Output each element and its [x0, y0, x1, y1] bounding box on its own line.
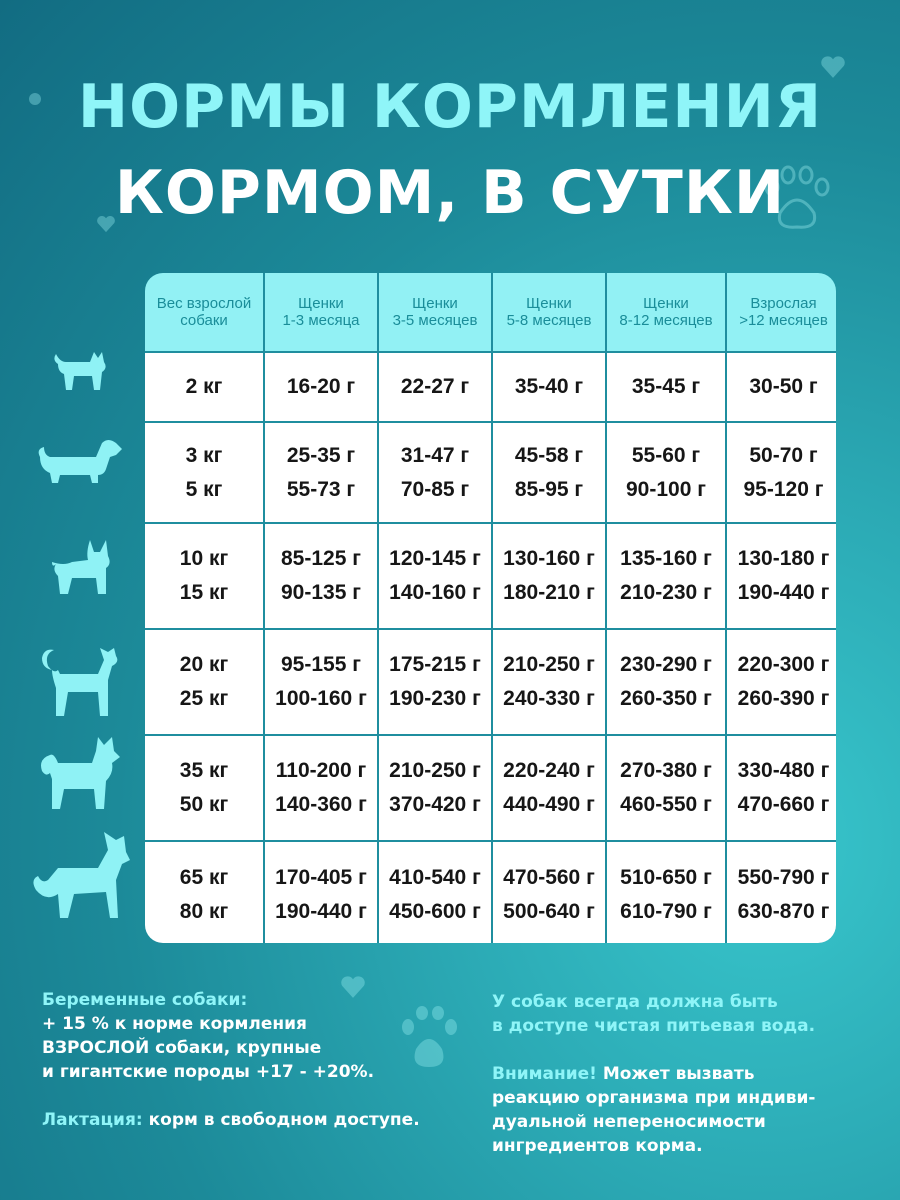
table-cell: 22-27 г: [379, 353, 491, 421]
table-cell: 220-300 г 260-390 г: [727, 630, 836, 734]
feeding-table: [145, 273, 836, 943]
small-dog-icon: [50, 346, 110, 394]
husky-icon: [36, 733, 124, 813]
table-cell: 470-560 г 500-640 г: [493, 842, 605, 943]
header-cell-weight: Вес взрослой собаки: [145, 273, 263, 351]
lactation-note: [42, 1108, 462, 1132]
medium-dog-icon: [38, 640, 120, 720]
table-cell: 16-20 г: [265, 353, 377, 421]
large-dog-icon: [28, 830, 132, 922]
table-cell: 55-60 г 90-100 г: [607, 423, 725, 522]
table-cell: 35 кг 50 кг: [145, 736, 263, 840]
warning-text-2: реакцию организма при индиви-: [492, 1088, 816, 1108]
notes-left: [42, 988, 462, 1132]
table-cell: 10 кг 15 кг: [145, 524, 263, 628]
header-cell-puppies-1-3: Щенки 1-3 месяца: [265, 273, 377, 351]
page-subtitle: КОРМОМ, В СУТКИ: [114, 158, 786, 228]
pregnant-text-1: + 15 % к норме кормления: [42, 1014, 307, 1034]
table-cell: 330-480 г 470-660 г: [727, 736, 836, 840]
table-cell: 20 кг 25 кг: [145, 630, 263, 734]
table-cell: 25-35 г 55-73 г: [265, 423, 377, 522]
table-cell: 31-47 г 70-85 г: [379, 423, 491, 522]
table-cell: 135-160 г 210-230 г: [607, 524, 725, 628]
dachshund-icon: [36, 435, 124, 487]
warning-note: [492, 1062, 892, 1086]
water-text-1: У собак всегда должна быть: [492, 992, 778, 1012]
table-cell: 2 кг: [145, 353, 263, 421]
header-cell-puppies-3-5: Щенки 3-5 месяцев: [379, 273, 491, 351]
warning-text-1: Может вызвать: [596, 1064, 755, 1084]
table-cell: 130-160 г 180-210 г: [493, 524, 605, 628]
warning-label: Внимание!: [492, 1064, 597, 1084]
feeding-table-grid: [145, 273, 836, 943]
lactation-text: корм в свободном доступе.: [142, 1110, 420, 1130]
notes-right: [492, 990, 892, 1158]
table-cell: 410-540 г 450-600 г: [379, 842, 491, 943]
pregnant-text-2: ВЗРОСЛОЙ собаки, крупные: [42, 1038, 322, 1058]
table-cell: 210-250 г 370-420 г: [379, 736, 491, 840]
table-cell: 3 кг 5 кг: [145, 423, 263, 522]
table-cell: 210-250 г 240-330 г: [493, 630, 605, 734]
header-cell-puppies-8-12: Щенки 8-12 месяцев: [607, 273, 725, 351]
table-cell: 35-45 г: [607, 353, 725, 421]
page-title: НОРМЫ КОРМЛЕНИЯ: [77, 72, 823, 142]
table-cell: 175-215 г 190-230 г: [379, 630, 491, 734]
table-cell: 65 кг 80 кг: [145, 842, 263, 943]
table-cell: 130-180 г 190-440 г: [727, 524, 836, 628]
table-cell: 45-58 г 85-95 г: [493, 423, 605, 522]
table-cell: 110-200 г 140-360 г: [265, 736, 377, 840]
table-cell: 270-380 г 460-550 г: [607, 736, 725, 840]
table-cell: 170-405 г 190-440 г: [265, 842, 377, 943]
table-cell: 50-70 г 95-120 г: [727, 423, 836, 522]
table-cell: 85-125 г 90-135 г: [265, 524, 377, 628]
header-cell-puppies-5-8: Щенки 5-8 месяцев: [493, 273, 605, 351]
lactation-label: Лактация:: [42, 1110, 143, 1130]
warning-text-3: дуальной непереносимости: [492, 1112, 766, 1132]
table-cell: 35-40 г: [493, 353, 605, 421]
pregnant-text-3: и гигантские породы +17 - +20%.: [42, 1062, 375, 1082]
table-cell: 510-650 г 610-790 г: [607, 842, 725, 943]
table-cell: 120-145 г 140-160 г: [379, 524, 491, 628]
warning-text-4: ингредиентов корма.: [492, 1136, 703, 1156]
header-cell-adult: Взрослая >12 месяцев: [727, 273, 836, 351]
table-cell: 30-50 г: [727, 353, 836, 421]
table-cell: 95-155 г 100-160 г: [265, 630, 377, 734]
french-bulldog-icon: [50, 538, 114, 600]
table-cell: 230-290 г 260-350 г: [607, 630, 725, 734]
pregnant-label: Беременные собаки:: [42, 990, 248, 1010]
water-text-2: в доступе чистая питьевая вода.: [492, 1016, 816, 1036]
table-cell: 550-790 г 630-870 г: [727, 842, 836, 943]
table-cell: 220-240 г 440-490 г: [493, 736, 605, 840]
